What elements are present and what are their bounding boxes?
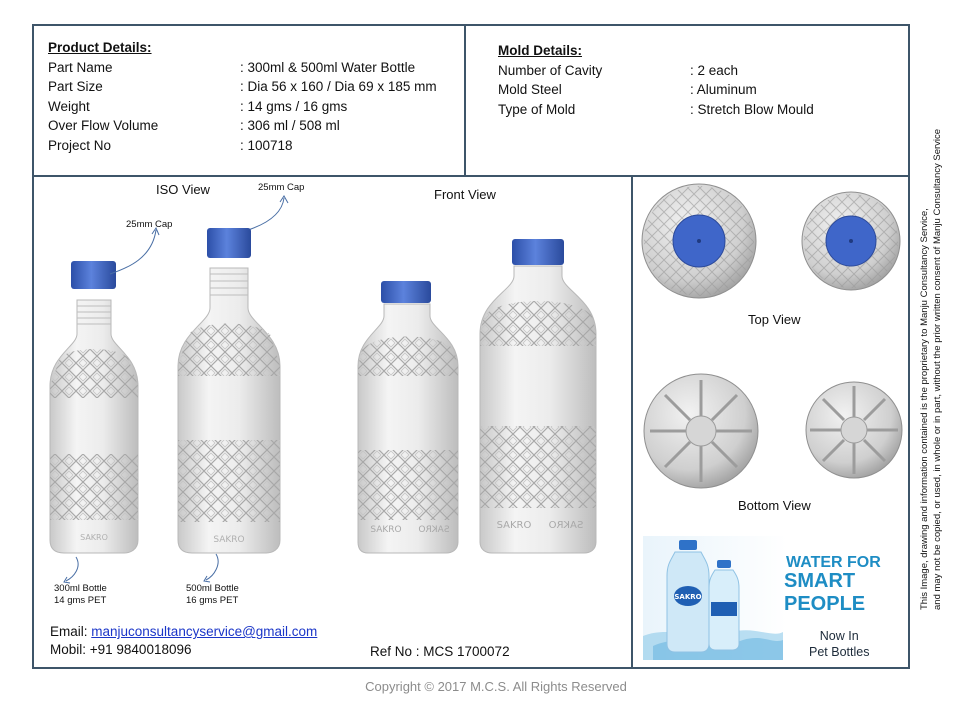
row-label: Number of Cavity — [498, 62, 603, 78]
row-label: Part Size — [48, 79, 103, 94]
bottle-large-callout — [186, 583, 239, 607]
mold-details — [498, 41, 814, 119]
bottle-emboss: SAKRO — [370, 525, 402, 535]
frame-divider-right — [631, 175, 633, 669]
row-label: Over Flow Volume — [48, 118, 159, 133]
ad-line-smart: SMART — [784, 570, 856, 592]
bottle-emboss: SAKRO — [213, 535, 245, 545]
product-details-heading: Product Details: — [48, 40, 152, 55]
row-value: : Dia 56 x 160 / Dia 69 x 185 mm — [240, 79, 437, 94]
bottle-callout-arrow-large — [200, 552, 224, 584]
ad-line-pet-bottles: Pet Bottles — [809, 645, 870, 659]
product-row — [48, 116, 437, 136]
cap-icon — [381, 281, 431, 303]
frame-divider-top — [464, 24, 466, 176]
ad-headline: WATER FOR — [786, 554, 881, 571]
bottle-large-weight: 16 gms PET — [186, 595, 239, 606]
contact-info — [50, 623, 317, 659]
mold-details-heading: Mold Details: — [498, 43, 583, 58]
copyright: Copyright © 2017 M.C.S. All Rights Reserved — [365, 679, 627, 694]
ad-bottles-image — [643, 536, 783, 660]
cap-callout-large: 25mm Cap — [258, 182, 305, 193]
row-value: : Aluminum — [690, 82, 757, 97]
bottom-view-title: Bottom View — [738, 498, 811, 513]
bottom-view-small — [804, 380, 904, 480]
front-bottle-500ml — [478, 238, 598, 554]
bottle-emboss: SAKRO — [80, 533, 108, 542]
product-row — [48, 97, 437, 117]
bottle-small-name: 300ml Bottle — [54, 583, 107, 594]
bottle-small-weight: 14 gms PET — [54, 595, 107, 606]
product-row — [48, 136, 437, 156]
top-view-large — [640, 182, 758, 300]
product-row — [48, 58, 437, 78]
bottle-large-name: 500ml Bottle — [186, 583, 239, 594]
product-row — [48, 77, 437, 97]
cap-icon — [512, 239, 564, 265]
email-label: Email: — [50, 624, 92, 639]
row-label: Weight — [48, 98, 90, 114]
bottle-emboss: SAKRO — [496, 520, 532, 531]
row-value: : 2 each — [690, 62, 739, 78]
row-label: Mold Steel — [498, 82, 562, 97]
bottle-small-callout — [54, 583, 107, 607]
ad-line-people: PEOPLE — [784, 593, 866, 615]
ad-line-now-in: Now In — [819, 629, 859, 643]
top-view-title: Top View — [748, 312, 801, 327]
front-bottle-300ml — [356, 280, 460, 554]
row-value: : Stretch Blow Mould — [690, 101, 814, 117]
ad-headline-large — [784, 570, 865, 616]
proprietary-notice — [918, 50, 944, 610]
row-value: : 306 ml / 508 ml — [240, 118, 340, 133]
advertisement-banner — [643, 536, 904, 660]
notice-line-2: and may not be copied, or used, in whole or in part, without the prior written consent of Manju Consultancy Service — [932, 128, 943, 610]
mold-row — [498, 61, 814, 81]
bottom-view-large — [642, 372, 760, 490]
email-link[interactable]: manjuconsultancyservice@gmail.com — [91, 624, 318, 639]
mold-row — [498, 80, 814, 100]
ad-subtext — [809, 628, 869, 660]
row-value: : 14 gms / 16 gms — [240, 98, 348, 114]
bottle-callout-arrow-small — [60, 555, 84, 585]
front-view-title: Front View — [434, 187, 496, 202]
iso-bottle-300ml — [48, 258, 140, 554]
email-line — [50, 623, 317, 641]
mobile-number: Mobil: +91 9840018096 — [50, 642, 192, 657]
cap-callout-small: 25mm Cap — [126, 219, 173, 230]
iso-view-title: ISO View — [156, 182, 210, 197]
cap-callout-arrow-small — [108, 228, 168, 278]
ad-bottle-label: SAKRO — [674, 593, 702, 601]
frame-divider-horizontal — [32, 175, 910, 177]
row-label: Project No — [48, 137, 112, 153]
iso-bottle-500ml — [176, 226, 282, 554]
cap-icon — [207, 228, 251, 258]
mold-row — [498, 100, 814, 120]
notice-line-1: This Image, drawing and information contained is the proprietary to Manju Consultancy Service, — [919, 208, 930, 610]
product-details — [48, 38, 437, 155]
top-view-small — [800, 190, 902, 292]
bottle-emboss-mirrored: SAKRO — [418, 525, 450, 535]
row-value: : 300ml & 500ml Water Bottle — [240, 59, 416, 75]
row-label: Part Name — [48, 59, 113, 75]
reference-number: Ref No : MCS 1700072 — [370, 644, 510, 659]
bottle-emboss-mirrored: SAKRO — [548, 520, 584, 531]
row-value: : 100718 — [240, 137, 293, 153]
row-label: Type of Mold — [498, 101, 576, 117]
